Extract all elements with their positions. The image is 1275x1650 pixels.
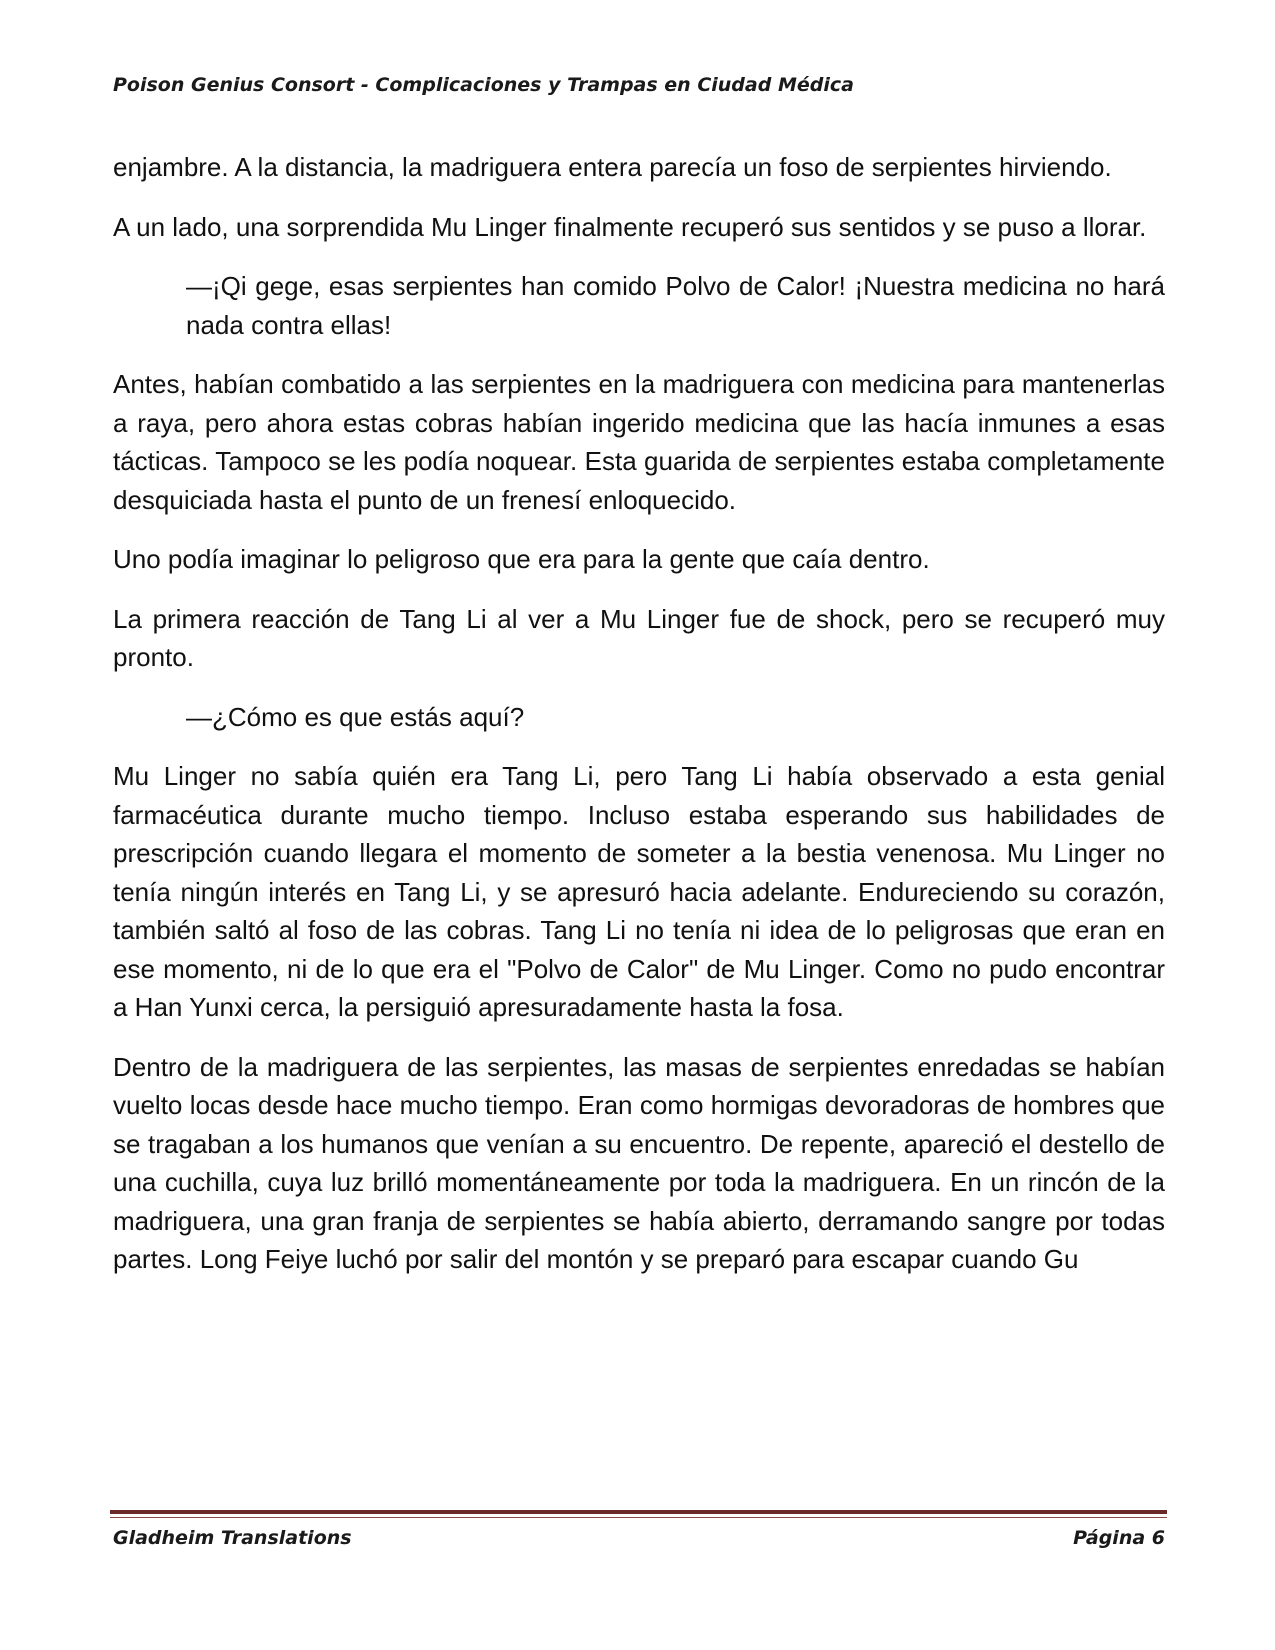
footer-rule-thick [110,1510,1167,1514]
paragraph: Mu Linger no sabía quién era Tang Li, pero Tang Li había observado a esta genial farmacéutica durante mucho tiempo. Incluso estaba esperando sus habilidades de prescripción cuando llegara el momento de someter a la bestia venenosa. Mu Linger no tenía ningún interés en Tang Li, y se apresuró hacia adelante. Endureciendo su corazón, también saltó al foso de las cobras. Tang Li no tenía ni idea de lo peligrosas que eran en ese momento, ni de lo que era el "Polvo de Calor" de Mu Linger. Como no pudo encontrar a Han Yunxi cerca, la persiguió apresuradamente hasta la fosa. [113,761,1165,1022]
paragraph: La primera reacción de Tang Li al ver a Mu Linger fue de shock, pero se recuperó muy pronto. [113,603,1165,672]
paragraph: Uno podía imaginar lo peligroso que era para la gente que caía dentro. [113,544,930,574]
paragraph: enjambre. A la distancia, la madriguera entera parecía un foso de serpientes hirviendo. [113,152,1112,182]
dialogue-line: —¿Cómo es que estás aquí? [186,701,525,732]
paragraph: A un lado, una sorprendida Mu Linger finalmente recuperó sus sentidos y se puso a llorar. [113,211,1147,242]
paragraph: Dentro de la madriguera de las serpientes, las masas de serpientes enredadas se habían vuelto locas desde hace mucho tiempo. Eran como hormigas devoradoras de hombres que se tragaban a los humanos que venían a su encuentro. De repente, apareció el destello de una cuchilla, cuya luz brilló momentáneamente por toda la madriguera. En un rincón de la madriguera, una gran franja de serpientes se había abierto, derramando sangre por todas partes. Long Feiye luchó por salir del montón y se preparó para escapar cuando Gu [113,1051,1165,1274]
paragraph: Antes, habían combatido a las serpientes en la madriguera con medicina para mantenerlas a raya, pero ahora estas cobras habían ingerido medicina que las hacía inmunes a esas tácticas. Tampoco se les podía noquear. Esta guarida de serpientes estaba completamente desquiciada hasta el punto de un frenesí enloquecido. [113,369,1165,515]
footer-credit: Gladheim Translations [113,1527,352,1549]
running-header: Poison Genius Consort - Complicaciones y Trampas en Ciudad Médica [113,74,854,96]
page-number: Página 6 [1073,1527,1165,1549]
body-text [113,148,1165,1300]
footer-rule-thin [110,1517,1167,1518]
dialogue-line: —¡Qi gege, esas serpientes han comido Polvo de Calor! ¡Nuestra medicina no hará nada contra ellas! [186,271,1165,340]
